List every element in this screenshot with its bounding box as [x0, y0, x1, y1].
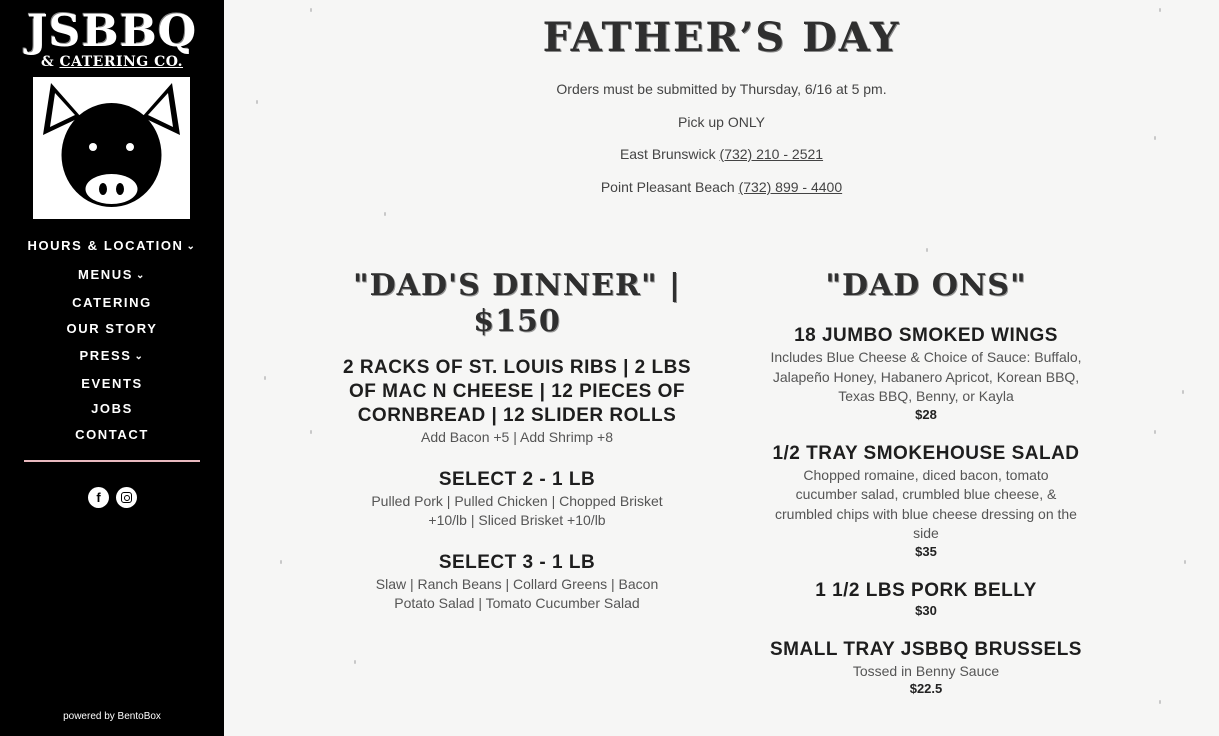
texture-speck [1159, 700, 1161, 704]
location-name: East Brunswick [619, 146, 720, 162]
item-title: SMALL TRAY JSBBQ BRUSSELS [770, 638, 1082, 660]
menu-item [342, 356, 692, 448]
nav-hours-location[interactable] [0, 238, 224, 253]
nav-press[interactable] [0, 348, 224, 363]
chevron-down-icon: ⌄ [134, 351, 145, 362]
texture-speck [310, 8, 312, 12]
section-title-line: $150 [473, 304, 561, 339]
texture-speck [1159, 8, 1161, 12]
instagram-icon[interactable] [116, 487, 137, 508]
texture-speck [926, 248, 928, 252]
item-title-line: CORNBREAD | 12 SLIDER ROLLS [357, 405, 677, 426]
facebook-icon[interactable]: f [88, 487, 109, 508]
item-desc: Tossed in Benny Sauce [852, 662, 1000, 679]
dad-ons-section [756, 268, 1096, 696]
item-desc-line: Texas BBQ, Benny, or Kayla [838, 388, 1014, 404]
item-title: SELECT 3 - 1 LB [438, 551, 596, 573]
texture-speck [1184, 560, 1186, 564]
item-title: 18 JUMBO SMOKED WINGS [794, 325, 1058, 346]
main-content [224, 0, 1219, 736]
logo-subtitle[interactable] [0, 54, 224, 70]
texture-speck [1154, 430, 1156, 434]
nav-label: PRESS [79, 348, 132, 363]
item-title: 1 1/2 LBS PORK BELLY [815, 579, 1037, 601]
item-desc-line: Jalapeño Honey, Habanero Apricot, Korean BBQ, [772, 368, 1080, 385]
texture-speck [280, 560, 282, 564]
sidebar [0, 0, 224, 736]
logo-amp: & [40, 54, 60, 70]
texture-speck [264, 376, 266, 380]
nav-label: HOURS & LOCATION [27, 238, 184, 253]
item-title: 1/2 TRAY SMOKEHOUSE SALAD [772, 442, 1080, 464]
texture-speck [310, 430, 312, 434]
item-desc-line: side [913, 525, 939, 541]
menu-item [756, 579, 1096, 618]
nav-jobs[interactable]: JOBS [91, 401, 133, 416]
item-price: $28 [915, 406, 937, 422]
section-title [342, 268, 692, 340]
item-desc-line: crumbled chips with blue cheese dressing on the [775, 505, 1077, 522]
chevron-down-icon: ⌄ [135, 270, 146, 281]
texture-speck [1154, 136, 1156, 140]
item-price: $22.5 [909, 681, 943, 696]
item-title [342, 356, 692, 428]
phone-link[interactable]: (732) 210 - 2521 [719, 146, 824, 162]
nav-menus[interactable] [0, 267, 224, 282]
item-desc [342, 575, 692, 614]
item-desc-line: Potato Salad | Tomato Cucumber Salad [394, 595, 640, 611]
orders-note: Orders must be submitted by Thursday, 6/16 at 5 pm. [556, 81, 887, 97]
nav-catering[interactable]: CATERING [72, 295, 152, 310]
item-title-line: 2 RACKS OF ST. LOUIS RIBS | 2 LBS [342, 357, 692, 378]
item-desc [756, 466, 1096, 544]
item-desc-line: +10/lb | Sliced Brisket +10/lb [428, 512, 606, 528]
page-title: FATHER’S DAY [542, 14, 901, 61]
powered-by-bentobox[interactable]: powered by BentoBox [63, 711, 161, 722]
dads-dinner-section [342, 268, 692, 614]
item-title-line: OF MAC N CHEESE | 12 PIECES OF [349, 381, 685, 402]
menu-item [756, 638, 1096, 697]
item-desc-line: Slaw | Ranch Beans | Collard Greens | Bacon [375, 575, 659, 592]
menu-item [756, 324, 1096, 422]
logo-wordmark[interactable]: JSBBQ [26, 6, 198, 57]
section-title: "DAD ONS" [825, 268, 1027, 303]
menu-item [756, 442, 1096, 559]
nav-contact[interactable]: CONTACT [75, 427, 149, 442]
location-point-pleasant [224, 179, 1219, 195]
logo-sub-text: CATERING CO. [59, 54, 184, 70]
item-title: SELECT 2 - 1 LB [438, 468, 596, 490]
item-desc-line: Includes Blue Cheese & Choice of Sauce: Buffalo, [770, 349, 1082, 365]
item-desc-line: Pulled Pork | Pulled Chicken | Chopped Brisket [371, 492, 663, 509]
sidebar-divider [24, 460, 200, 462]
nav-label: MENUS [78, 267, 133, 282]
item-desc-line: Chopped romaine, diced bacon, tomato [803, 466, 1049, 483]
texture-speck [1182, 390, 1184, 394]
item-desc [756, 348, 1096, 407]
item-desc: Add Bacon +5 | Add Shrimp +8 [421, 429, 613, 445]
menu-item [342, 551, 692, 614]
pig-logo-icon[interactable] [33, 77, 190, 219]
nav-events[interactable]: EVENTS [81, 376, 143, 391]
item-desc [342, 492, 692, 531]
chevron-down-icon: ⌄ [186, 241, 197, 252]
pickup-note: Pick up ONLY [678, 114, 765, 130]
texture-speck [354, 660, 356, 664]
texture-speck [384, 212, 386, 216]
section-title-line: "DAD'S DINNER" | [353, 268, 681, 303]
nav-our-story[interactable]: OUR STORY [66, 321, 158, 336]
item-price: $30 [915, 602, 937, 618]
item-desc-line: cucumber salad, crumbled blue cheese, & [795, 486, 1057, 502]
location-east-brunswick [224, 146, 1219, 162]
menu-item [342, 468, 692, 531]
texture-speck [256, 100, 258, 104]
phone-link[interactable]: (732) 899 - 4400 [738, 179, 843, 195]
location-name: Point Pleasant Beach [600, 179, 739, 195]
item-price: $35 [915, 543, 937, 559]
